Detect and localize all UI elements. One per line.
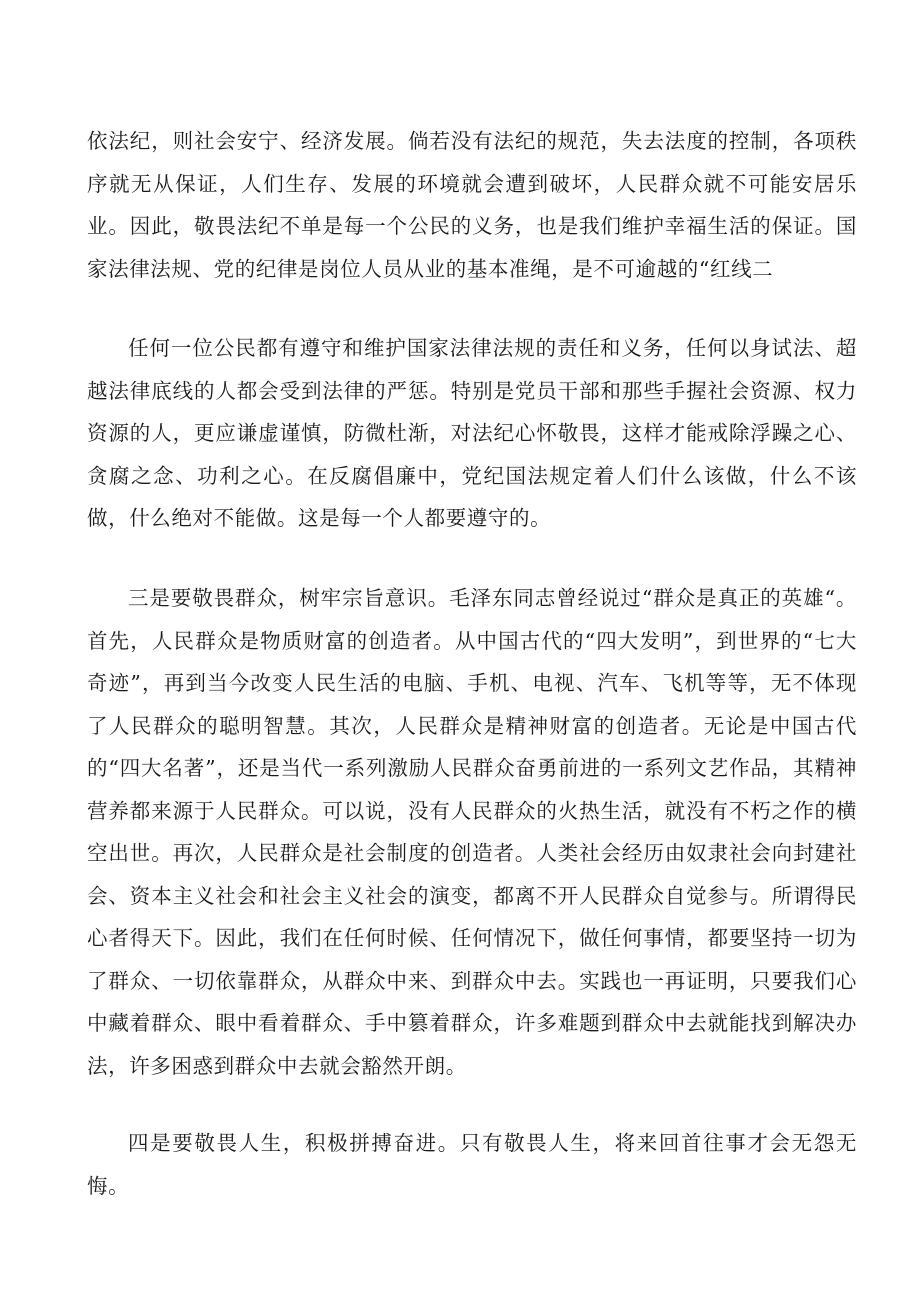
paragraph-law-duty: 任何一位公民都有遵守和维护国家法律法规的责任和义务，任何以身试法、超越法律底线的人都会受到法律的严惩。特别是党员干部和那些手握社会资源、权力资源的人，更应谦虚谨慎，防微杜渐，对法纪心怀敬畏，这样才能戒除浮躁之心、贪腐之念、功利之心。在反腐倡廉中，党纪国法规定着人们什么该做，什么不该做，什么绝对不能做。这是每一个人都要遵守的。 [87, 336, 857, 530]
paragraph-revere-masses: 三是要敬畏群众，树牢宗旨意识。毛泽东同志曾经说过“群众是真正的英雄“。首先，人民群众是物质财富的创造者。从中国古代的“四大发明”，到世界的“七大奇迹”，再到当今改变人民生活的电脑、手机、电视、汽车、飞机等等，无不体现了人民群众的聪明智慧。其次，人民群众是精神财富的创造者。无论是中国古代的“四大名著”，还是当代一系列激励人民群众奋勇前进的一系列文艺作品，其精神营养都来源于人民群众。可以说，没有人民群众的火热生活，就没有不朽之作的横空出世。再次，人民群众是社会制度的创造者。人类社会经历由奴隶社会向封建社会、资本主义社会和社会主义社会的演变，都离不开人民群众自觉参与。所谓得民心者得天下。因此，我们在任何时候、任何情况下，做任何事情，都要坚持一切为了群众、一切依靠群众，从群众中来、到群众中去。实践也一再证明，只要我们心中藏着群众、眼中看着群众、手中篡着群众，许多难题到群众中去就能找到解决办法，许多困惑到群众中去就会豁然开朗。 [87, 586, 857, 1078]
body-text [87, 327, 857, 540]
body-text [87, 1122, 857, 1207]
body-text [87, 577, 857, 1087]
paragraph-continuation: 依法纪，则社会安宁、经济发展。倘若没有法纪的规范，失去法度的控制，各项秩序就无从保证，人们生存、发展的环境就会遭到破坏，人民群众就不可能安居乐业。因此，敬畏法纪不单是每一个公民的义务，也是我们维护幸福生活的保证。国家法律法规、党的纪律是岗位人员从业的基本准绳，是不可逾越的“红线二 [87, 129, 857, 281]
paragraph-revere-life: 四是要敬畏人生，积极拼搏奋进。只有敬畏人生，将来回首往事才会无怨无悔。 [87, 1131, 857, 1198]
body-text [87, 120, 857, 290]
